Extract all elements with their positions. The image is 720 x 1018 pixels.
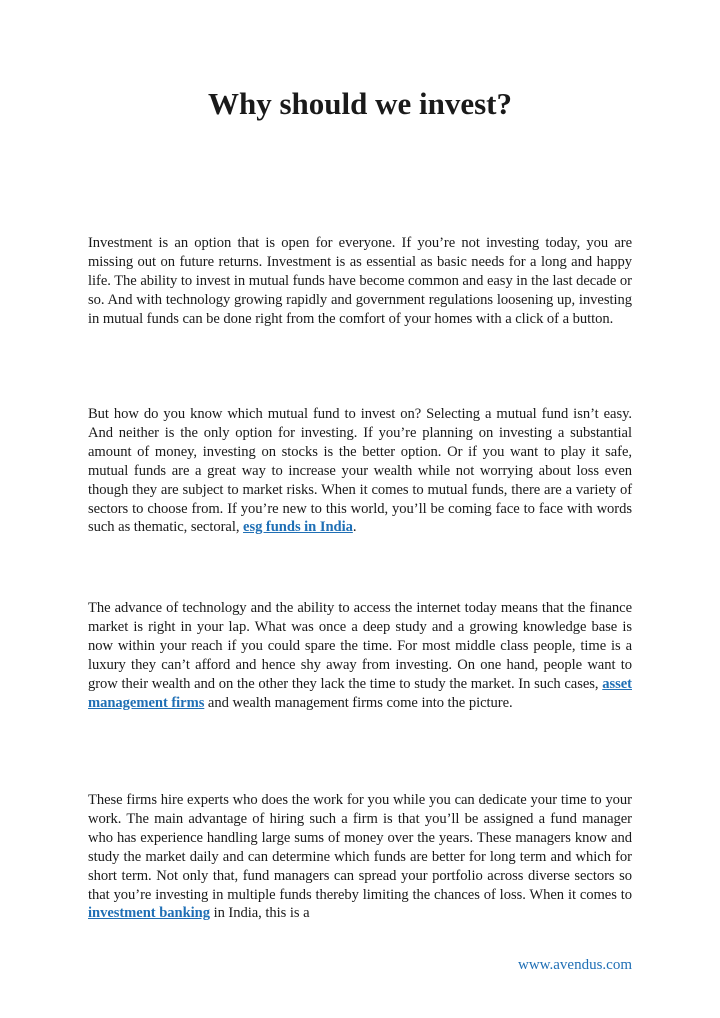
paragraph-technology [88,599,632,712]
paragraph-text: But how do you know which mutual fund to invest on? Selecting a mutual fund isn’t easy. And neither is the only option for investing. If you’re planning on investing a substantial amount of money, investing on stocks is the better option. Or if you want to play it safe, mutual funds are a great way to increase your wealth while not worrying about loss even though they are subject to market risks. When it comes to mutual funds, there are a variety of sectors to choose from. If you’re new to this world, you’ll be coming face to face with words such as thematic, sectoral, [88,406,632,536]
paragraph-text: Investment is an option that is open for everyone. If you’re not investing today, you are missing out on future returns. Investment is as essential as basic needs for a long and happy life. The ability to invest in mutual funds have become common and easy in the last decade or so. And with technology growing rapidly and government regulations loosening up, investing in mutual funds can be done right from the comfort of your homes with a click of a button. [88,235,632,327]
paragraph-text: in India, this is a [209,905,310,922]
footer-website-link[interactable]: www.avendus.com [517,957,632,973]
investment-banking-link[interactable]: investment banking [88,905,210,922]
asset-management-firms-link[interactable]: asset management firms [88,675,632,711]
paragraph-mutual-funds [88,405,632,537]
paragraph-text: and wealth management firms come into the picture. [204,694,513,711]
paragraph-text: These firms hire experts who does the work for you while you can dedicate your time to your work. The main advantage of hiring such a firm is that you’ll be assigned a fund manager who has experience handling large sums of money over the years. These managers know and study the market daily and can determine which funds are better for long term and which for short term. Not only that, fund managers can spread your portfolio across diverse sectors so that you’re investing in multiple funds thereby limiting the chances of loss. When it comes to [88,792,632,903]
paragraph-text: . [352,519,357,536]
page-title: Why should we invest? [207,86,513,121]
paragraph-text: The advance of technology and the ability to access the internet today means that the finance market is right in your lap. What was once a deep study and a growing knowledge base is now within your reach if you could spare the time. For most middle class people, time is a luxury they can’t afford and hence shy away from investing. On one hand, people want to grow their wealth and on the other they lack the time to study the market. In such cases, [88,600,632,692]
paragraph-intro [88,234,632,329]
esg-funds-link[interactable]: esg funds in India [243,519,353,536]
paragraph-firms [88,791,632,923]
